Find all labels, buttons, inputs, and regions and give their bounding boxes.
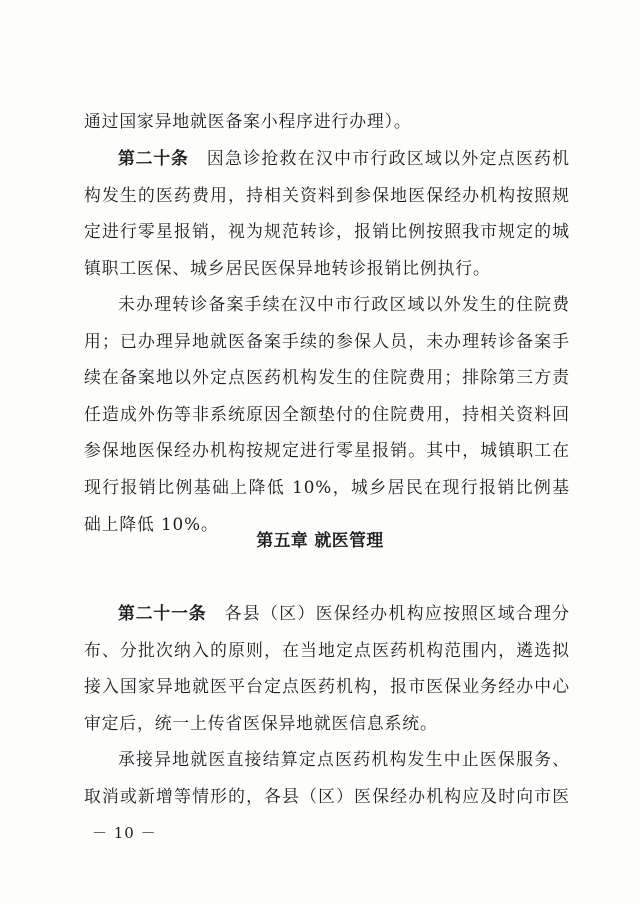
article-21-paragraph xyxy=(84,595,570,741)
paragraph-text: 未办理转诊备案手续在汉中市行政区域以外发生的住院费用；已办理异地就医备案手续的参保人员，未办理转诊备案手续在备案地以外定点医药机构发生的住院费用；排除第三方责任造成外伤等非系统原因全额垫付的住院费用，持相关资料回参保地医保经办机构按规定进行零星报销。其中，城镇职工在现行报销比例基础上降低 10%，城乡居民在现行报销比例基础上降低 10%。 xyxy=(84,294,570,534)
paragraph-text: 各县（区）医保经办机构应按照区域合理分布、分批次纳入的原则，在当地定点医药机构范围内，遴选拟接入国家异地就医平台定点医药机构，报市医保业务经办中心审定后，统一上传省医保异地就医信息系统。 xyxy=(84,603,570,733)
article-21-subparagraph xyxy=(84,741,570,815)
paragraph-text: 因急诊抢救在汉中市行政区域以外定点医药机构发生的医药费用，持相关资料到参保地医保经办机构按照规定进行零星报销，视为规范转诊，报销比例按照我市规定的城镇职工医保、城乡居民医保异地转诊报销比例执行。 xyxy=(84,148,570,278)
paragraph-text: 通过国家异地就医备案小程序进行办理）。 xyxy=(84,111,412,131)
paragraph-text: 承接异地就医直接结算定点医药机构发生中止医保服务、取消或新增等情形的，各县（区）医保经办机构应及时向市医 xyxy=(84,749,570,806)
article-heading: 第二十条 xyxy=(118,148,189,168)
article-heading: 第二十一条 xyxy=(118,603,207,623)
page-number: － 10 － xyxy=(92,824,157,842)
article-20-paragraph xyxy=(84,140,570,286)
paragraph-continuation xyxy=(84,103,570,140)
article-20-subparagraph xyxy=(84,286,570,542)
chapter-heading: 第五章 就医管理 xyxy=(256,530,384,550)
